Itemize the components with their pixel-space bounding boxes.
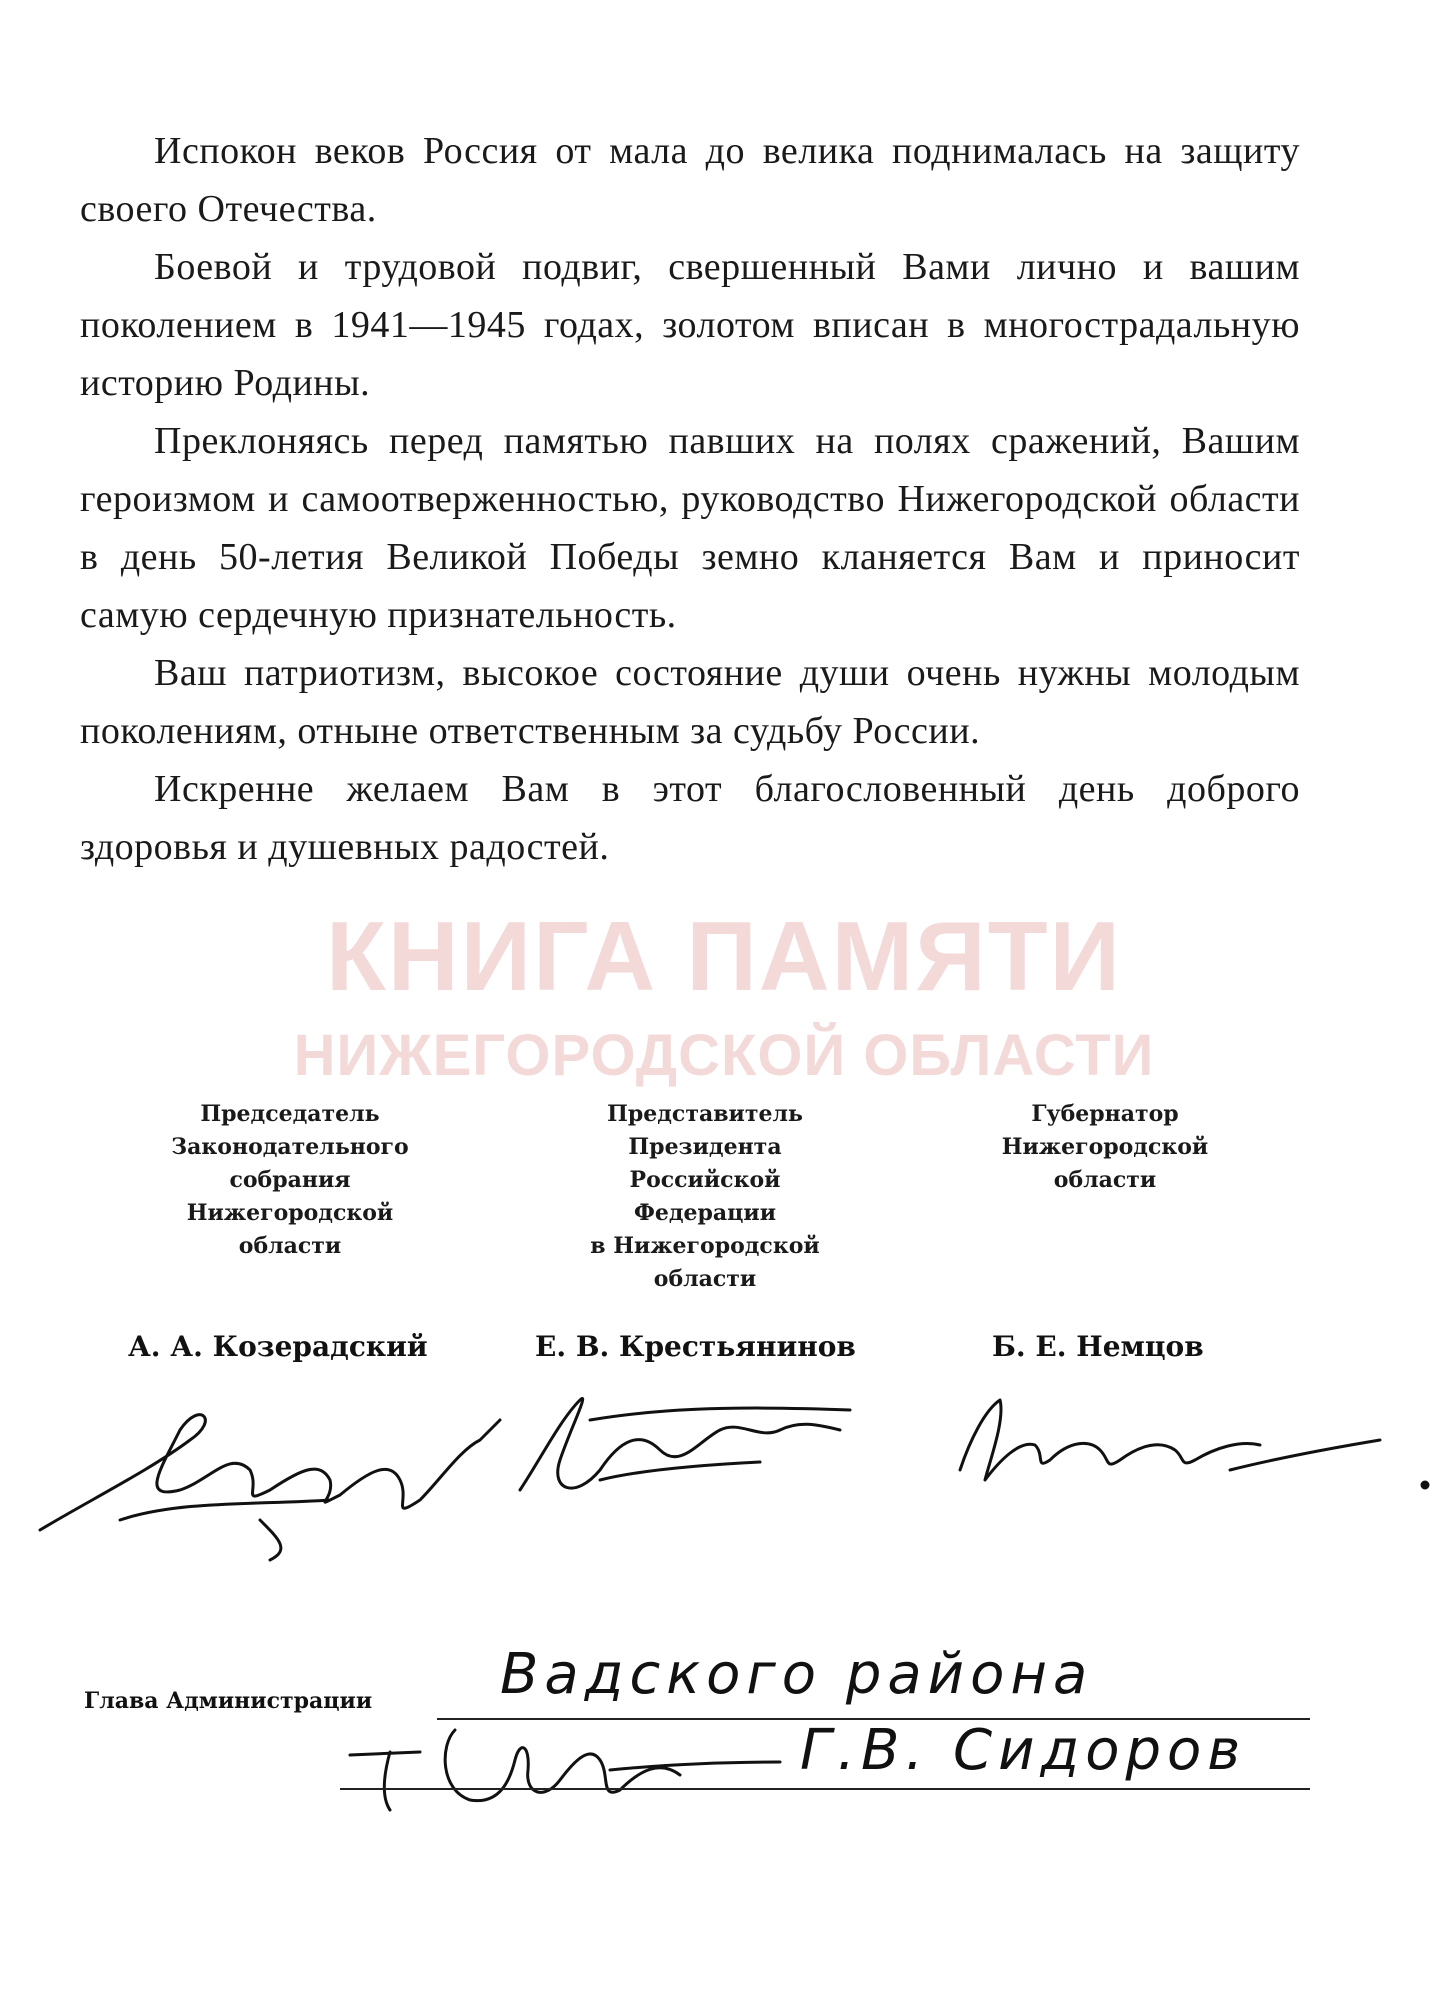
title-line: Федерации [633, 1200, 777, 1226]
title-line: Президента [628, 1134, 782, 1160]
signature-nemtsov [960, 1400, 1380, 1480]
title-line: области [1053, 1167, 1157, 1193]
title-line: в Нижегородской [590, 1233, 820, 1259]
handwritten-name: Г.В. Сидоров [800, 1718, 1247, 1783]
letter-paragraph: Преклоняясь перед памятью павших на полях сражений, Вашим героизмом и самоотверженностью, руководство Нижегородской области в день 50-летия Великой Победы земно кланяется Вам и приносит самую сердечную признательность. [80, 420, 1300, 636]
title-line: Представитель [607, 1101, 803, 1127]
signatory-name-kozeradsky: А. А. Козерадский [128, 1330, 428, 1363]
letter-paragraph: Боевой и трудовой подвиг, свершенный Вами лично и вашим поколением в 1941—1945 годах, золотом вписан в многострадальную историю Родины. [80, 246, 1300, 404]
title-line: Губернатор [1031, 1101, 1179, 1127]
signatory-name-krestyaninov: Е. В. Крестьянинов [535, 1330, 856, 1363]
letter-paragraph: Искренне желаем Вам в этот благословенный день доброго здоровья и душевных радостей. [80, 768, 1300, 868]
letter-paragraph: Ваш патриотизм, высокое состояние души очень нужны молодым поколениям, отныне ответственным за судьбу России. [80, 652, 1300, 752]
handwritten-district: Вадского района [500, 1642, 1094, 1707]
letter-paragraph: Испокон веков Россия от мала до велика поднималась на защиту своего Отечества. [80, 130, 1300, 230]
signatory-name-nemtsov: Б. Е. Немцов [992, 1330, 1204, 1363]
title-line: области [653, 1266, 757, 1292]
admin-underline [340, 1788, 1310, 1790]
title-line: области [238, 1233, 342, 1259]
signature-krestyaninov [520, 1398, 850, 1490]
title-line: Нижегородской [1001, 1134, 1209, 1160]
title-line: Законодательного [171, 1134, 409, 1160]
title-line: Российской [629, 1167, 781, 1193]
watermark-subtitle: НИЖЕГОРОДСКОЙ ОБЛАСТИ [293, 1023, 1155, 1088]
title-line: Нижегородской [186, 1200, 394, 1226]
title-line: собрания [229, 1167, 351, 1193]
signature-kozeradsky [40, 1415, 500, 1560]
admin-label: Глава Администрации [84, 1688, 373, 1714]
signature-sidorov [350, 1730, 780, 1810]
watermark-title: КНИГА ПАМЯТИ [326, 901, 1122, 1011]
title-line: Председатель [200, 1101, 380, 1127]
